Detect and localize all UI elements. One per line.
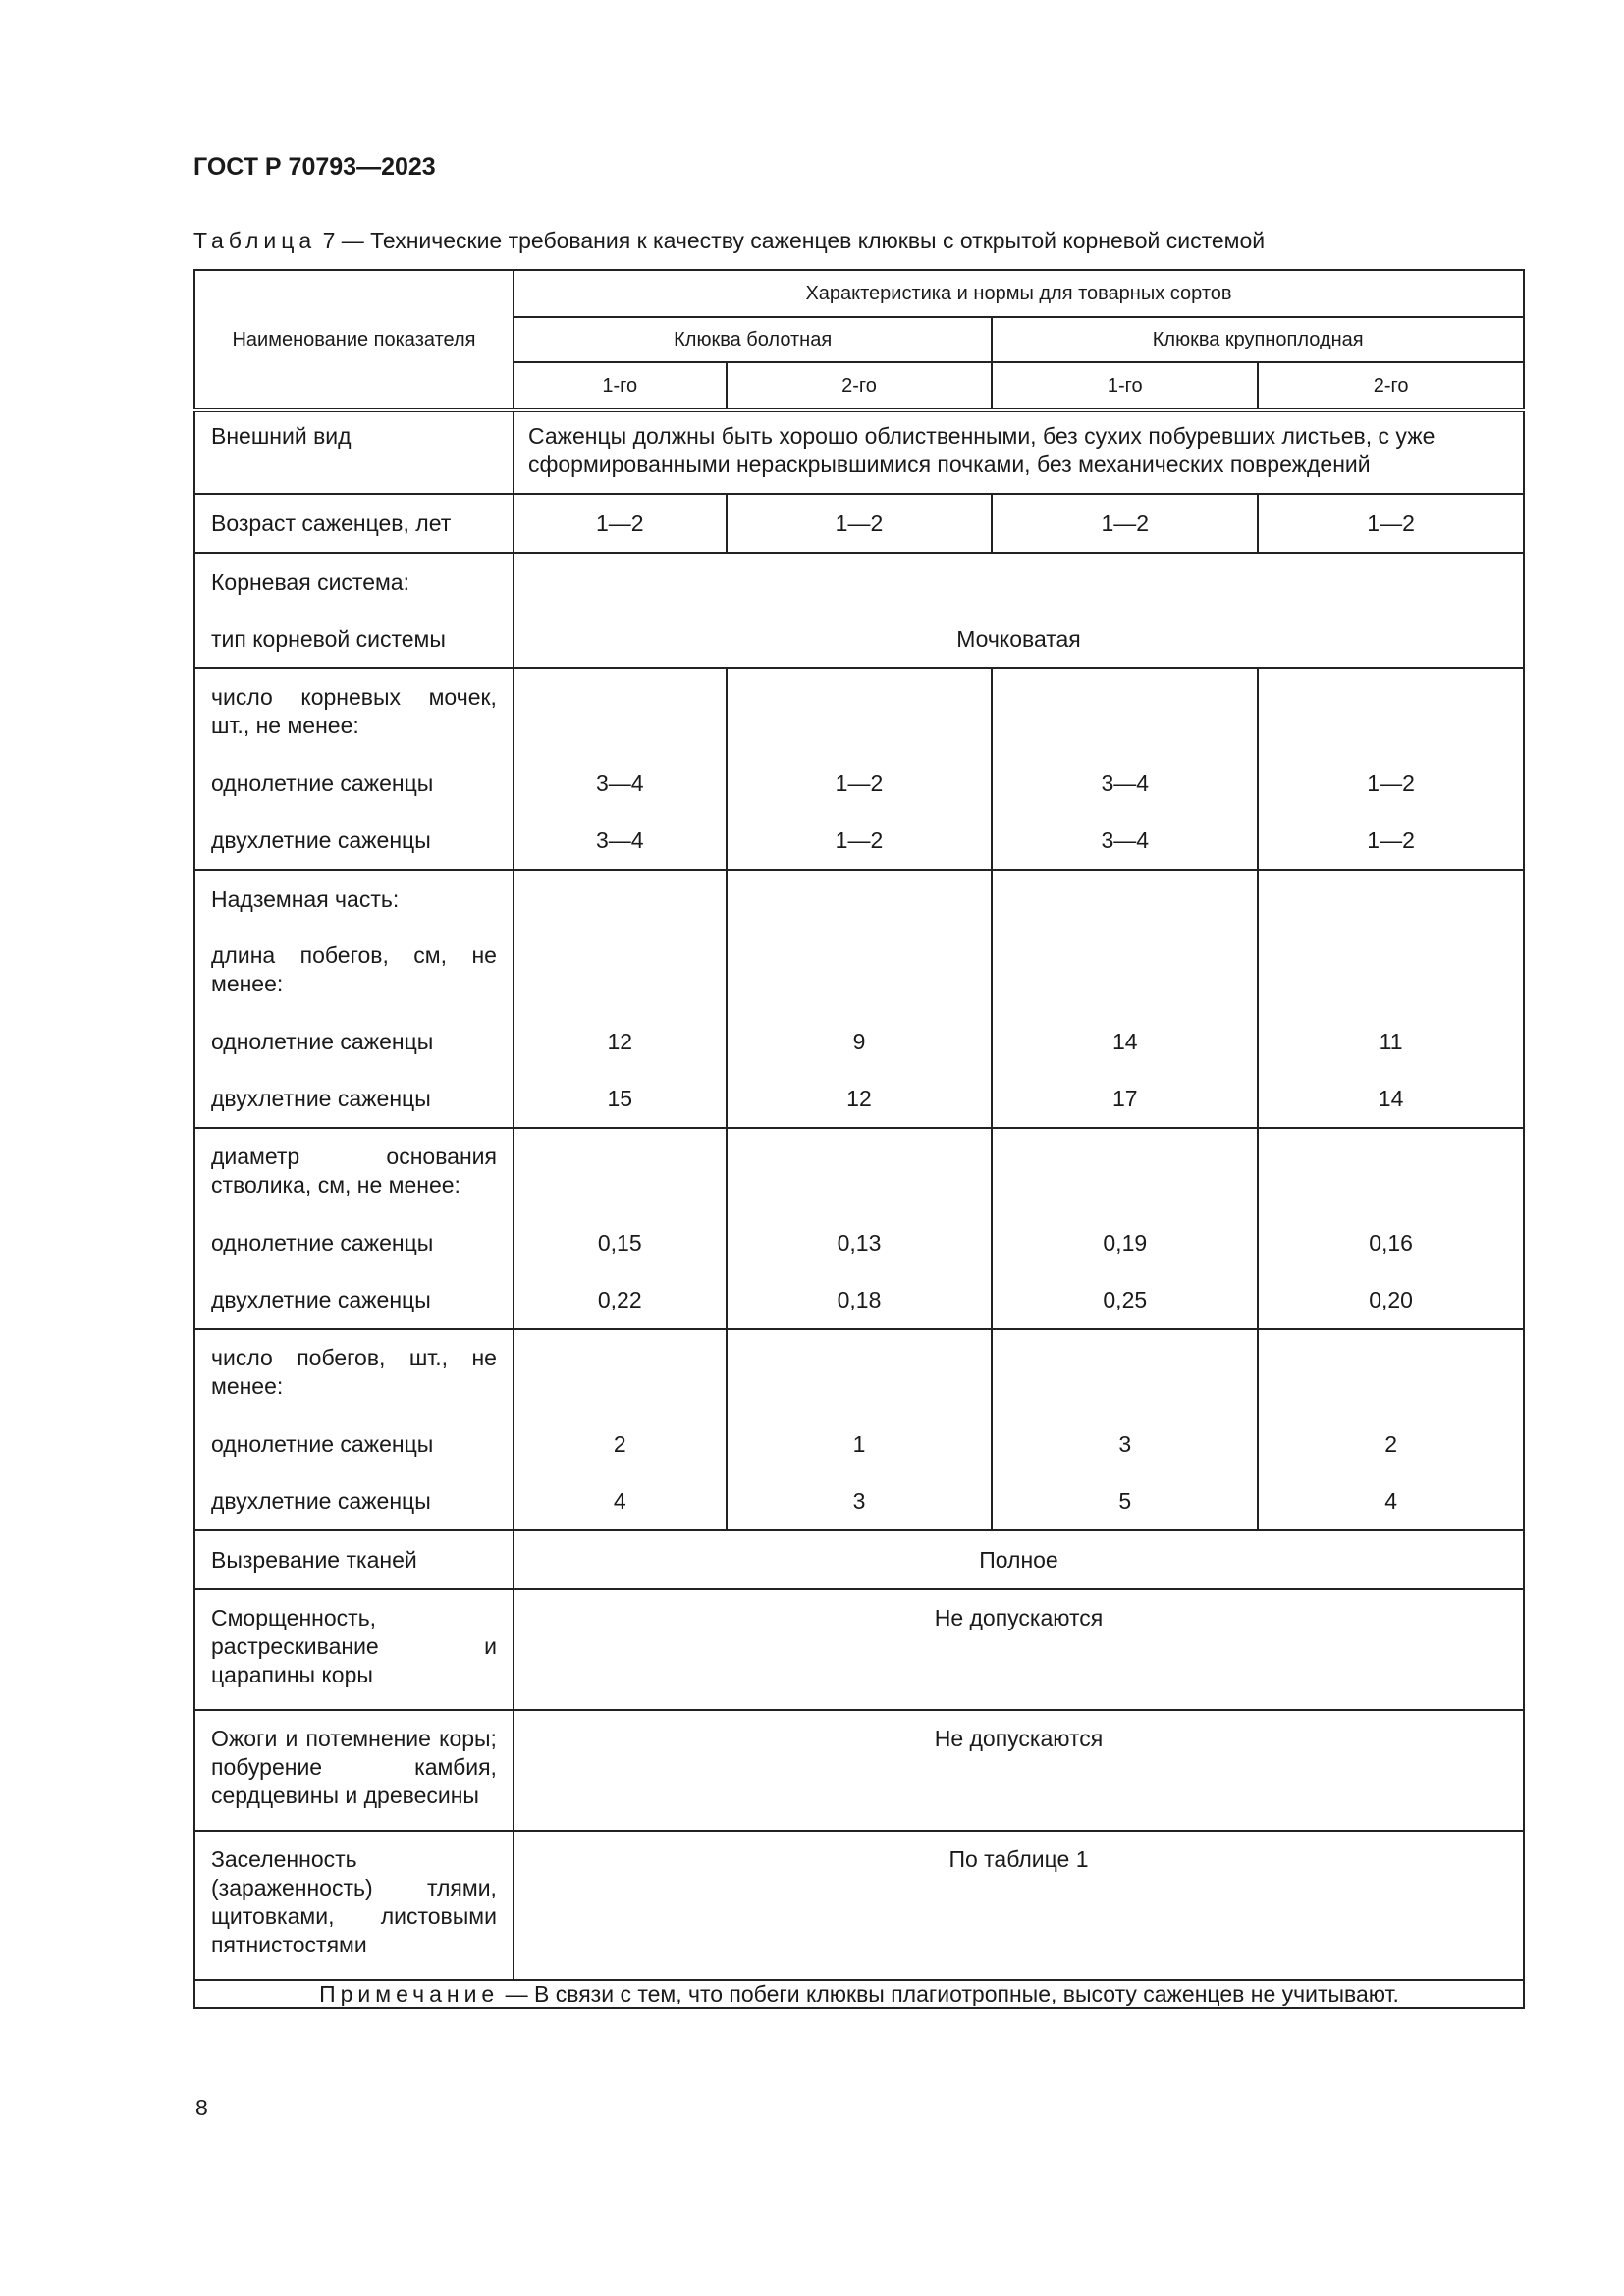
maturation-value: Полное xyxy=(979,1546,1058,1573)
caption-label: Таблица xyxy=(193,228,317,253)
indicator-header-cell xyxy=(194,270,514,410)
label-cell xyxy=(194,1831,514,1980)
row-root-count xyxy=(194,668,1524,870)
row-pests xyxy=(194,1831,1524,1980)
document-code: ГОСТ Р 70793—2023 xyxy=(193,153,436,181)
grade-header xyxy=(514,362,727,410)
cell-value: 1—2 xyxy=(835,827,884,853)
cell-value: 0,25 xyxy=(1103,1286,1148,1312)
row-sublabel: двухлетние саженцы xyxy=(211,1286,431,1312)
row-wrinkling xyxy=(194,1589,1524,1710)
row-sublabel: двухлетние саженцы xyxy=(211,1085,431,1111)
cell-value: 1—2 xyxy=(835,770,884,796)
cell-value: 11 xyxy=(1379,1028,1403,1054)
cell-value: 0,22 xyxy=(597,1286,642,1312)
cell-value: 2 xyxy=(613,1430,626,1457)
cell-value: 3—4 xyxy=(595,827,644,853)
burns-value: Не допускаются xyxy=(934,1726,1104,1751)
caption-text: 7 — Технические требования к качеству саженцев клюквы с открытой корневой системой xyxy=(316,228,1266,253)
row-label: Возраст саженцев, лет xyxy=(211,509,452,536)
grade-header xyxy=(727,362,993,410)
row-shoot-length xyxy=(194,870,1524,1128)
row-label: Корневая система: xyxy=(211,568,409,595)
label-cell xyxy=(194,1589,514,1710)
cell-value: 1—2 xyxy=(1367,827,1415,853)
value-cell xyxy=(514,410,1524,494)
cell-value: 14 xyxy=(1378,1085,1404,1111)
row-age xyxy=(194,494,1524,553)
cell-value: 3—4 xyxy=(595,770,644,796)
root-type-value: Мочковатая xyxy=(956,625,1081,652)
cell-value: 5 xyxy=(1118,1487,1132,1514)
cell-value: 0,16 xyxy=(1369,1229,1413,1255)
label-cell xyxy=(194,870,514,1128)
value-cell xyxy=(727,870,993,1128)
cell-value: 1—2 xyxy=(595,509,644,536)
value-cell xyxy=(992,668,1258,870)
row-maturation xyxy=(194,1530,1524,1589)
grade-label: 2-го xyxy=(841,374,877,397)
row-sublabel: длина побегов, см, не менее: xyxy=(211,942,497,996)
row-sublabel: однолетние саженцы xyxy=(211,770,434,796)
cell-value: 3—4 xyxy=(1101,770,1150,796)
table-caption xyxy=(193,228,1265,254)
cell-value: 3 xyxy=(852,1487,866,1514)
grade-label: 1-го xyxy=(602,374,638,397)
cell-value: 0,20 xyxy=(1369,1286,1413,1312)
value-cell xyxy=(992,1329,1258,1530)
label-cell xyxy=(194,1710,514,1831)
row-sublabel: число побегов, шт., не менее: xyxy=(211,1345,497,1399)
wrinkling-value: Не допускаются xyxy=(934,1605,1104,1630)
row-burns xyxy=(194,1710,1524,1831)
grade-header xyxy=(992,362,1258,410)
row-sublabel: однолетние саженцы xyxy=(211,1430,434,1457)
characteristics-header-cell xyxy=(514,270,1524,317)
value-cell xyxy=(514,494,727,553)
label-cell xyxy=(194,1530,514,1589)
value-cell xyxy=(727,494,993,553)
note-text: — В связи с тем, что побеги клюквы плагиотропные, высоту саженцев не учитывают. xyxy=(499,1981,1399,2006)
value-cell xyxy=(514,1530,1524,1589)
cell-value: 1—2 xyxy=(835,509,884,536)
value-cell xyxy=(514,1831,1524,1980)
row-stem-diameter xyxy=(194,1128,1524,1329)
group-header-bog xyxy=(514,317,992,362)
cell-value: 14 xyxy=(1111,1028,1138,1054)
cell-value: 0,18 xyxy=(837,1286,882,1312)
group-label: Клюква болотная xyxy=(674,328,833,350)
group-header-large xyxy=(992,317,1524,362)
cell-value: 2 xyxy=(1384,1430,1397,1457)
row-sublabel: однолетние саженцы xyxy=(211,1028,434,1054)
row-root-type xyxy=(194,553,1524,668)
requirements-table xyxy=(193,269,1525,2009)
value-cell xyxy=(514,870,727,1128)
value-cell xyxy=(992,870,1258,1128)
value-cell xyxy=(1258,1128,1524,1329)
value-cell xyxy=(992,1128,1258,1329)
row-label: Внешний вид xyxy=(211,423,352,449)
cell-value: 1—2 xyxy=(1367,770,1415,796)
cell-value: 0,15 xyxy=(597,1229,642,1255)
row-appearance xyxy=(194,410,1524,494)
grade-label: 2-го xyxy=(1373,374,1409,397)
cell-value: 15 xyxy=(607,1085,633,1111)
cell-value: 0,13 xyxy=(837,1229,882,1255)
cell-value: 1—2 xyxy=(1367,509,1415,536)
row-label: Сморщенность, растрескивание и царапины коры xyxy=(211,1605,497,1687)
value-cell xyxy=(727,1128,993,1329)
value-cell xyxy=(1258,870,1524,1128)
row-sublabel: двухлетние саженцы xyxy=(211,827,431,853)
cell-value: 3—4 xyxy=(1101,827,1150,853)
row-label: Ожоги и потемнение коры; побурение камбия, сердцевины и древесины xyxy=(211,1726,497,1808)
page-number: 8 xyxy=(195,2095,208,2120)
row-note xyxy=(194,1980,1524,2008)
value-cell xyxy=(727,668,993,870)
row-sublabel: двухлетние саженцы xyxy=(211,1487,431,1514)
cell-value: 0,19 xyxy=(1103,1229,1148,1255)
value-cell xyxy=(1258,494,1524,553)
row-sublabel: диаметр основания стволика, см, не менее: xyxy=(211,1144,497,1198)
label-cell xyxy=(194,410,514,494)
indicator-header: Наименование показателя xyxy=(232,328,476,350)
cell-value: 1 xyxy=(852,1430,866,1457)
grade-label: 1-го xyxy=(1107,374,1143,397)
value-cell xyxy=(514,1710,1524,1831)
row-sublabel: однолетние саженцы xyxy=(211,1229,434,1255)
value-cell xyxy=(514,1128,727,1329)
note-cell xyxy=(194,1980,1524,2008)
cell-value: 3 xyxy=(1118,1430,1132,1457)
cell-value: 1—2 xyxy=(1101,509,1150,536)
cell-value: 12 xyxy=(607,1028,633,1054)
pests-value: По таблице 1 xyxy=(948,1846,1089,1872)
label-cell xyxy=(194,1128,514,1329)
characteristics-header: Характеристика и нормы для товарных сортов xyxy=(805,282,1232,304)
row-label: Надземная часть: xyxy=(211,885,400,912)
cell-value: 9 xyxy=(852,1028,866,1054)
grade-header xyxy=(1258,362,1524,410)
value-cell xyxy=(514,1589,1524,1710)
value-cell xyxy=(514,553,1524,668)
value-cell xyxy=(1258,1329,1524,1530)
cell-value: 17 xyxy=(1111,1085,1138,1111)
row-label: Заселенность (зараженность) тлями, щитовками, листовыми пятнистостями xyxy=(211,1846,497,1957)
row-sublabel: число корневых мочек, шт., не менее: xyxy=(211,684,497,738)
label-cell xyxy=(194,1329,514,1530)
label-cell xyxy=(194,494,514,553)
note-label: Примечание xyxy=(319,1981,500,2006)
row-shoot-count xyxy=(194,1329,1524,1530)
label-cell xyxy=(194,668,514,870)
value-cell xyxy=(514,668,727,870)
value-cell xyxy=(514,1329,727,1530)
value-cell xyxy=(992,494,1258,553)
cell-value: 4 xyxy=(613,1487,626,1514)
cell-value: 12 xyxy=(846,1085,872,1111)
value-cell xyxy=(727,1329,993,1530)
row-sublabel: тип корневой системы xyxy=(211,625,446,652)
row-label: Вызревание тканей xyxy=(211,1546,417,1573)
header-row-1 xyxy=(194,270,1524,317)
value-cell xyxy=(1258,668,1524,870)
label-cell xyxy=(194,553,514,668)
appearance-value: Саженцы должны быть хорошо облиственными, без сухих побуревших листьев, с уже сформированными нераскрывшимися почками, без механических повреждений xyxy=(527,423,1435,477)
cell-value: 4 xyxy=(1384,1487,1397,1514)
group-label: Клюква крупноплодная xyxy=(1152,328,1364,350)
